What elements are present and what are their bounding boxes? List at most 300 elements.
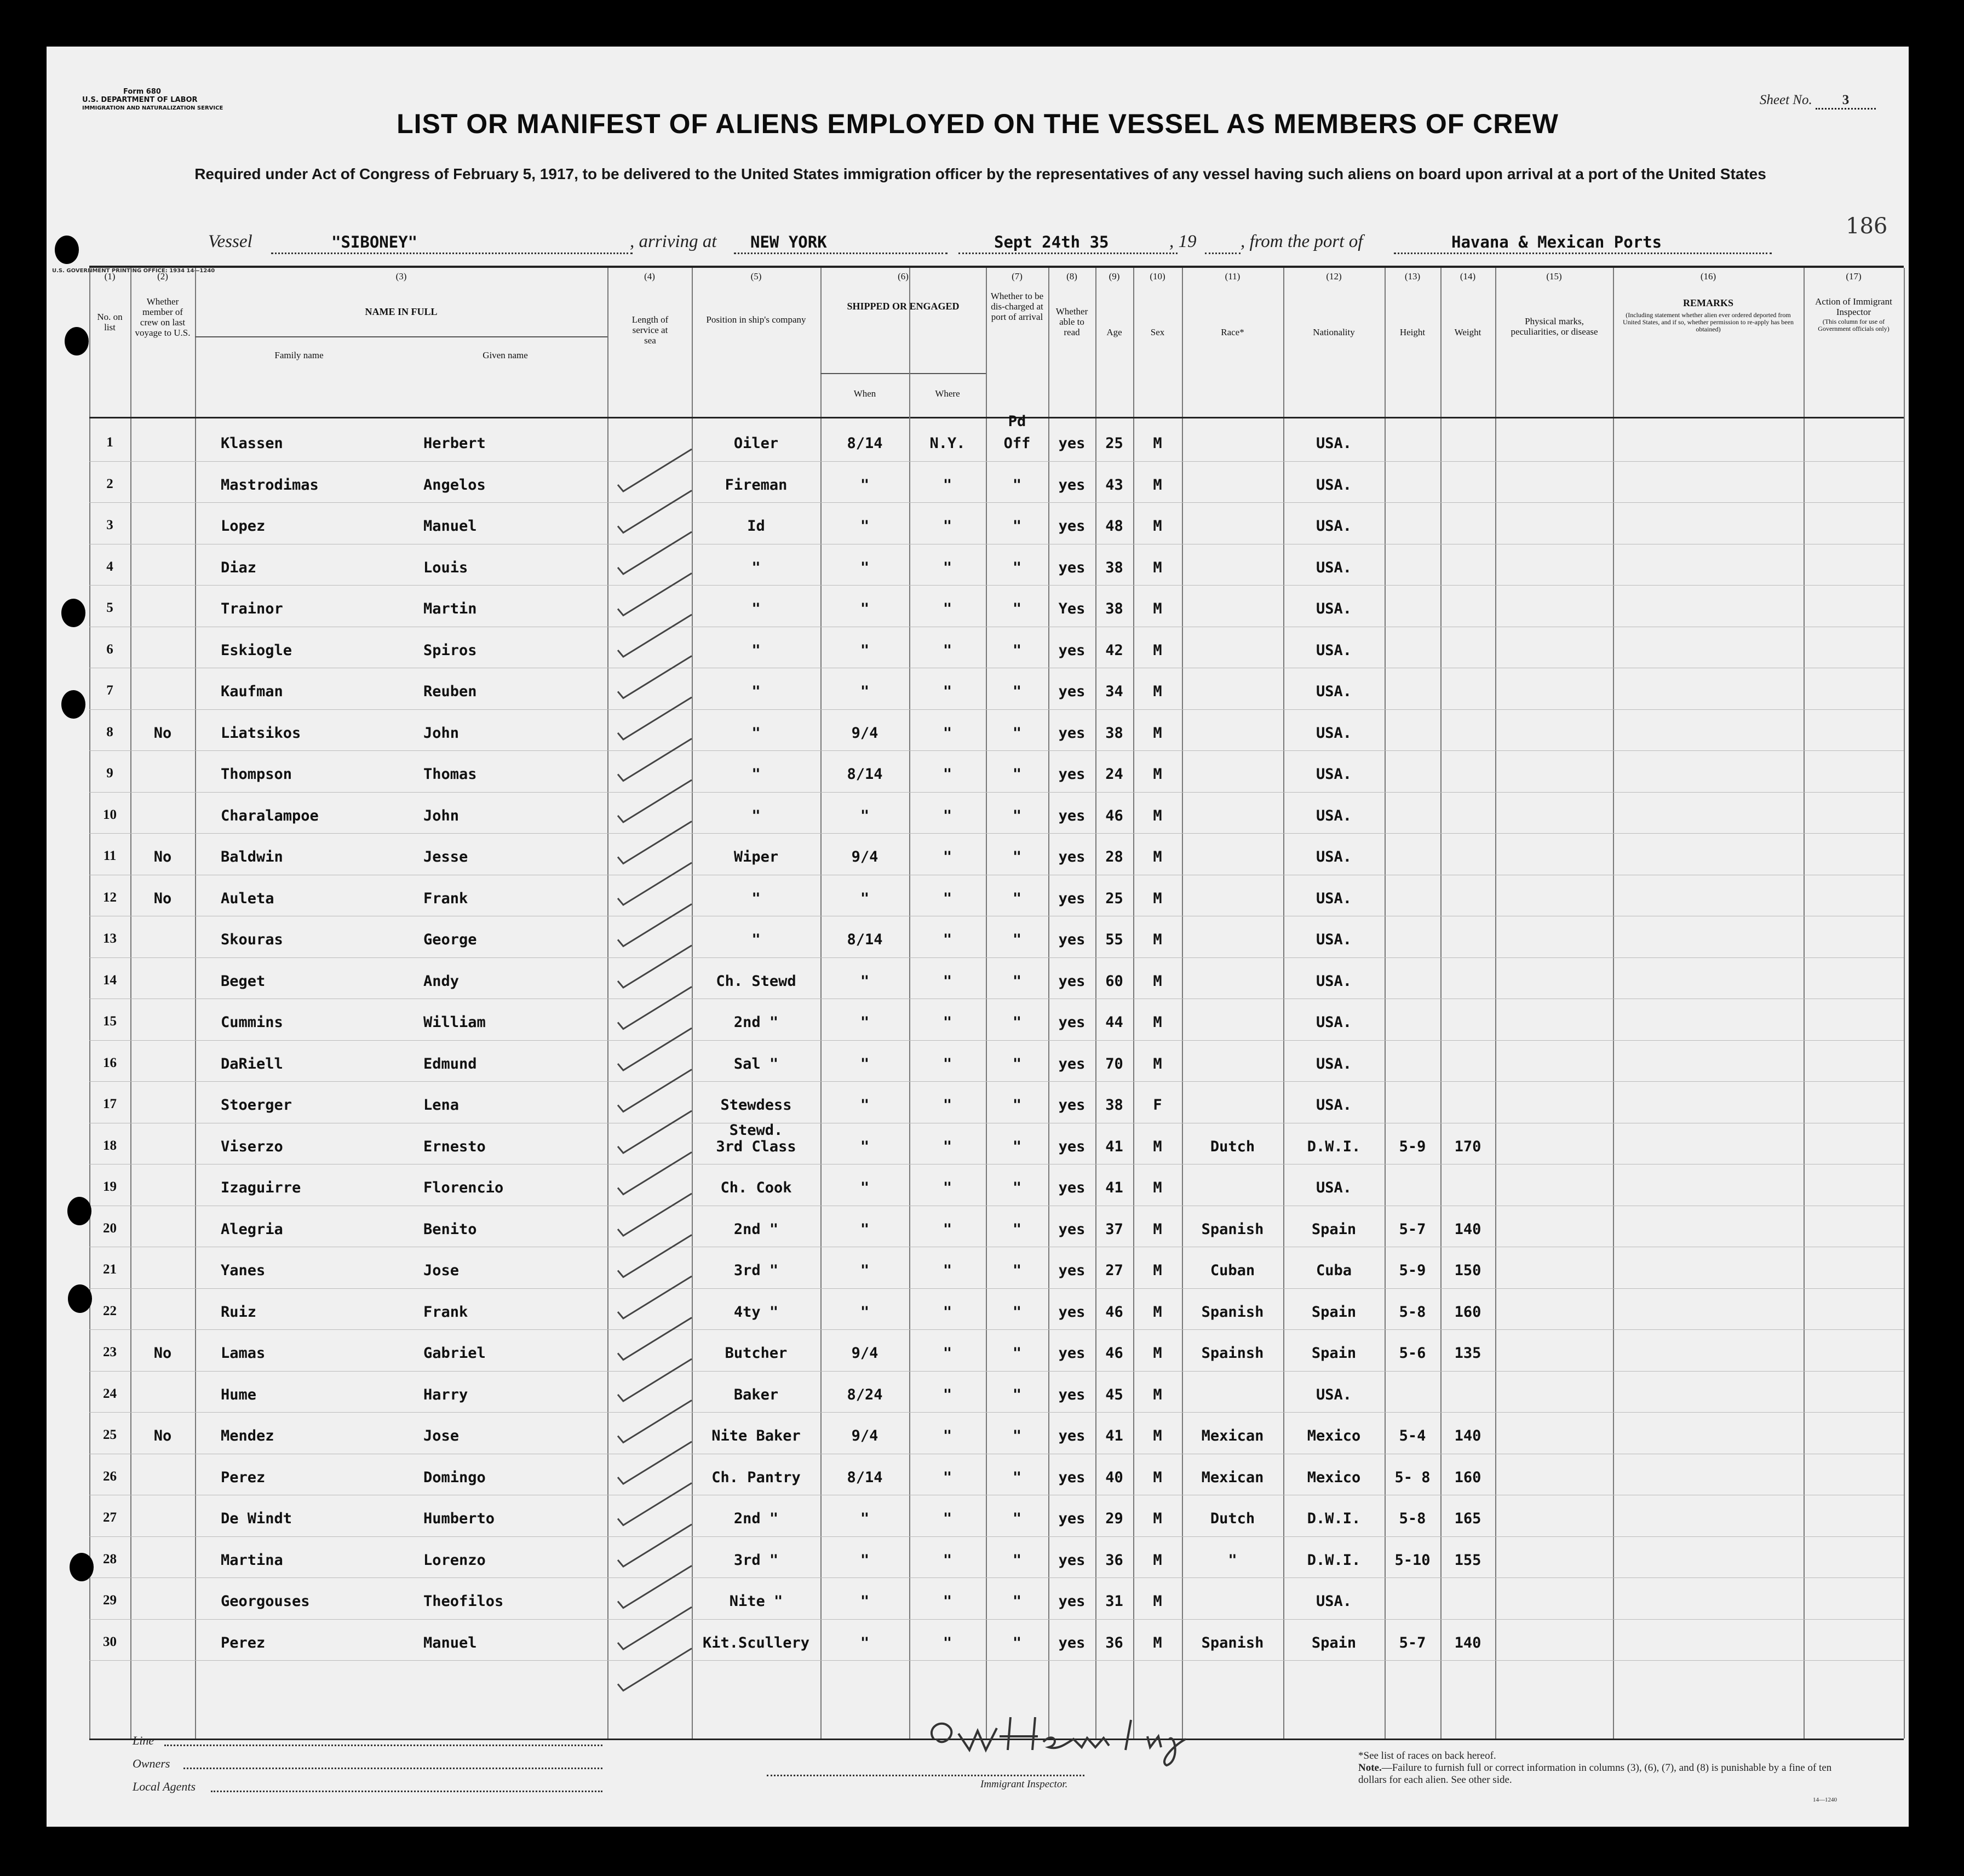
row-7-read: yes xyxy=(1058,683,1086,700)
row-20-when: " xyxy=(860,1220,870,1238)
row-22-race: Spanish xyxy=(1201,1303,1264,1321)
row-2-pos: Fireman xyxy=(725,476,788,494)
row-30-age: 36 xyxy=(1105,1634,1123,1651)
manifest-sheet xyxy=(47,47,1909,1827)
row-17-age: 38 xyxy=(1105,1097,1123,1114)
row-30-when: " xyxy=(860,1634,870,1651)
row-22-family: Ruiz xyxy=(221,1303,257,1321)
col15-number: (15) xyxy=(1546,271,1562,282)
row-20-age: 37 xyxy=(1105,1220,1123,1238)
row-15-when: " xyxy=(860,1014,870,1031)
row-2-sex: M xyxy=(1153,476,1162,494)
row-17-given: Lena xyxy=(423,1097,460,1114)
row-2-no: 2 xyxy=(106,476,113,491)
row-12-disch: " xyxy=(1012,890,1022,907)
row-29-family: Georgouses xyxy=(221,1593,310,1610)
row-22-when: " xyxy=(860,1303,870,1321)
row-23-ht: 5-6 xyxy=(1399,1345,1426,1362)
row-7-given: Reuben xyxy=(423,683,477,700)
row-16-age: 70 xyxy=(1105,1055,1123,1072)
row-21-wt: 150 xyxy=(1454,1262,1481,1279)
row-19-where: " xyxy=(943,1179,952,1196)
arrival-port: NEW YORK xyxy=(750,233,827,251)
row-19-sex: M xyxy=(1153,1179,1162,1196)
row-18-pos-top: Stewd. xyxy=(729,1121,783,1139)
row-17-read: yes xyxy=(1058,1097,1086,1114)
row-11-when: 9/4 xyxy=(851,848,878,865)
row-24-when: 8/24 xyxy=(847,1386,883,1403)
row-18-family: Viserzo xyxy=(221,1138,283,1155)
row-9-family: Thompson xyxy=(221,766,292,783)
row-1-sex: M xyxy=(1153,435,1162,452)
col11-number: (11) xyxy=(1225,271,1241,282)
row-11-no: 11 xyxy=(103,848,117,863)
row-29-no: 29 xyxy=(103,1593,117,1608)
row-4-when: " xyxy=(860,559,870,576)
row-8-when: 9/4 xyxy=(851,724,878,742)
row-26-disch: " xyxy=(1012,1468,1022,1486)
row-30-given: Manuel xyxy=(423,1634,477,1651)
row-7-pos: " xyxy=(751,683,761,700)
row-29-sex: M xyxy=(1153,1593,1162,1610)
row-13-pos: " xyxy=(751,931,761,948)
row-14-nat: USA. xyxy=(1316,972,1352,990)
row-22-no: 22 xyxy=(103,1303,117,1318)
row-25-wt: 140 xyxy=(1454,1427,1481,1444)
row-12-family: Auleta xyxy=(221,890,274,907)
from-port-label: , from the port of xyxy=(1241,232,1363,251)
row-8-no: 8 xyxy=(106,724,113,739)
row-4-nat: USA. xyxy=(1316,559,1352,576)
row-27-family: De Windt xyxy=(221,1510,292,1527)
row-13-family: Skouras xyxy=(221,931,283,948)
col15-header: Physical marks, peculiarities, or disease xyxy=(1511,316,1598,337)
row-13-no: 13 xyxy=(103,931,117,946)
row-14-disch: " xyxy=(1012,972,1022,990)
row-3-nat: USA. xyxy=(1316,518,1352,535)
row-18-ht: 5-9 xyxy=(1399,1138,1426,1155)
row-16-nat: USA. xyxy=(1316,1055,1352,1072)
col5-header: Position in ship's company xyxy=(706,314,806,325)
row-30-no: 30 xyxy=(103,1634,117,1649)
row-19-when: " xyxy=(860,1179,870,1196)
row-27-where: " xyxy=(943,1510,952,1527)
binder-hole xyxy=(68,1284,92,1313)
row-11-prev: No xyxy=(153,848,172,865)
row-28-family: Martina xyxy=(221,1551,283,1569)
row-25-when: 9/4 xyxy=(851,1427,878,1444)
row-18-age: 41 xyxy=(1105,1138,1123,1155)
row-26-no: 26 xyxy=(103,1468,117,1484)
row-3-where: " xyxy=(943,518,952,535)
row-26-nat: Mexico xyxy=(1307,1468,1361,1486)
row-27-when: " xyxy=(860,1510,870,1527)
row-12-prev: No xyxy=(153,890,172,907)
row-22-nat: Spain xyxy=(1311,1303,1357,1321)
service-name: IMMIGRATION AND NATURALIZATION SERVICE xyxy=(82,105,223,111)
row-15-disch: " xyxy=(1012,1014,1022,1031)
row-20-read: yes xyxy=(1058,1220,1086,1238)
row-6-family: Eskiogle xyxy=(221,641,292,659)
row-29-where: " xyxy=(943,1593,952,1610)
row-4-read: yes xyxy=(1058,559,1086,576)
row-29-disch: " xyxy=(1012,1593,1022,1610)
col10-number: (10) xyxy=(1150,271,1165,282)
row-2-disch: " xyxy=(1012,476,1022,494)
row-25-age: 41 xyxy=(1105,1427,1123,1444)
binder-hole xyxy=(61,599,85,627)
row-3-disch: " xyxy=(1012,518,1022,535)
col1-header: No. on list xyxy=(97,312,123,332)
row-11-family: Baldwin xyxy=(221,848,283,865)
row-16-where: " xyxy=(943,1055,952,1072)
row-11-given: Jesse xyxy=(423,848,468,865)
row-6-no: 6 xyxy=(106,641,113,657)
row-22-given: Frank xyxy=(423,1303,468,1321)
row-21-family: Yanes xyxy=(221,1262,266,1279)
col5-number: (5) xyxy=(750,271,762,282)
row-8-nat: USA. xyxy=(1316,724,1352,742)
row-25-race: Mexican xyxy=(1201,1427,1264,1444)
row-2-where: " xyxy=(943,476,952,494)
row-21-ht: 5-9 xyxy=(1399,1262,1426,1279)
row-23-pos: Butcher xyxy=(725,1345,788,1362)
row-22-where: " xyxy=(943,1303,952,1321)
row-5-no: 5 xyxy=(106,600,113,615)
row-7-no: 7 xyxy=(106,683,113,698)
row-17-pos: Stewdess xyxy=(720,1097,792,1114)
form-number: Form 680 xyxy=(123,88,161,96)
col10-header: Sex xyxy=(1150,327,1165,337)
row-5-age: 38 xyxy=(1105,600,1123,617)
row-8-age: 38 xyxy=(1105,724,1123,742)
row-6-disch: " xyxy=(1012,641,1022,659)
row-16-pos: Sal " xyxy=(733,1055,779,1072)
page-subtitle: Required under Act of Congress of February 5, 1917, to be delivered to the United States immigration officer by the representatives of any vessel having such aliens on board upon arrival at a port of the United States xyxy=(194,165,1766,182)
row-6-given: Spiros xyxy=(423,641,477,659)
row-18-pos: 3rd Class xyxy=(716,1138,796,1155)
row-2-given: Angelos xyxy=(423,476,486,494)
row-1-disch: Off xyxy=(1003,435,1031,452)
row-7-family: Kaufman xyxy=(221,683,283,700)
row-6-age: 42 xyxy=(1105,641,1123,659)
row-27-given: Humberto xyxy=(423,1510,495,1527)
row-27-nat: D.W.I. xyxy=(1307,1510,1361,1527)
row-1-read: yes xyxy=(1058,435,1086,452)
row-8-pos: " xyxy=(751,724,761,742)
row-26-when: 8/14 xyxy=(847,1468,883,1486)
row-25-no: 25 xyxy=(103,1427,117,1442)
row-26-read: yes xyxy=(1058,1468,1086,1486)
row-11-nat: USA. xyxy=(1316,848,1352,865)
row-22-disch: " xyxy=(1012,1303,1022,1321)
binder-hole xyxy=(55,236,79,264)
row-14-read: yes xyxy=(1058,972,1086,990)
row-21-sex: M xyxy=(1153,1262,1162,1279)
row-7-age: 34 xyxy=(1105,683,1123,700)
col16-subheader: (Including statement whether alien ever ordered deported from United States, and if so, whether permission to re-apply has been obtained) xyxy=(1623,311,1794,333)
row-21-disch: " xyxy=(1012,1262,1022,1279)
row-16-family: DaRiell xyxy=(221,1055,283,1072)
row-4-disch: " xyxy=(1012,559,1022,576)
row-14-where: " xyxy=(943,972,952,990)
row-28-given: Lorenzo xyxy=(423,1551,486,1569)
row-27-age: 29 xyxy=(1105,1510,1123,1527)
row-25-prev: No xyxy=(153,1427,172,1444)
row-12-sex: M xyxy=(1153,890,1162,907)
row-8-given: John xyxy=(423,724,460,742)
row-25-family: Mendez xyxy=(221,1427,274,1444)
row-13-sex: M xyxy=(1153,931,1162,948)
row-20-wt: 140 xyxy=(1454,1220,1481,1238)
row-16-sex: M xyxy=(1153,1055,1162,1072)
row-18-nat: D.W.I. xyxy=(1307,1138,1361,1155)
row-14-given: Andy xyxy=(423,972,460,990)
row-8-family: Liatsikos xyxy=(221,724,301,742)
row-9-nat: USA. xyxy=(1316,766,1352,783)
row-3-given: Manuel xyxy=(423,518,477,535)
row-21-age: 27 xyxy=(1105,1262,1123,1279)
row-12-where: " xyxy=(943,890,952,907)
row-25-where: " xyxy=(943,1427,952,1444)
row-24-disch: " xyxy=(1012,1386,1022,1403)
row-1-given: Herbert xyxy=(423,435,486,452)
row-15-given: William xyxy=(423,1014,486,1031)
row-27-wt: 165 xyxy=(1454,1510,1481,1527)
vessel-name: "SIBONEY" xyxy=(331,233,418,251)
row-18-where: " xyxy=(943,1138,952,1155)
row-24-where: " xyxy=(943,1386,952,1403)
row-26-race: Mexican xyxy=(1201,1468,1264,1486)
row-28-pos: 3rd " xyxy=(733,1551,779,1569)
col17-subheader: (This column for use of Government officials only) xyxy=(1818,318,1890,332)
row-20-sex: M xyxy=(1153,1220,1162,1238)
row-29-read: yes xyxy=(1058,1593,1086,1610)
col14-header: Weight xyxy=(1454,327,1481,337)
row-9-read: yes xyxy=(1058,766,1086,783)
row-28-when: " xyxy=(860,1551,870,1569)
row-16-when: " xyxy=(860,1055,870,1072)
row-23-no: 23 xyxy=(103,1345,117,1359)
row-13-nat: USA. xyxy=(1316,931,1352,948)
row-12-given: Frank xyxy=(423,890,468,907)
row-5-disch: " xyxy=(1012,600,1022,617)
row-26-given: Domingo xyxy=(423,1468,486,1486)
line-label: Line xyxy=(133,1734,154,1747)
row-4-sex: M xyxy=(1153,559,1162,576)
row-24-read: yes xyxy=(1058,1386,1086,1403)
row-18-no: 18 xyxy=(103,1138,117,1153)
row-21-nat: Cuba xyxy=(1316,1262,1352,1279)
row-19-pos: Ch. Cook xyxy=(720,1179,792,1196)
row-21-pos: 3rd " xyxy=(733,1262,779,1279)
row-12-no: 12 xyxy=(103,890,117,905)
col7-header: Whether to be dis-charged at port of arrival xyxy=(990,291,1044,322)
col9-header: Age xyxy=(1106,327,1122,337)
row-10-nat: USA. xyxy=(1316,807,1352,824)
row-15-no: 15 xyxy=(103,1014,117,1029)
row-18-read: yes xyxy=(1058,1138,1086,1155)
where-header: Where xyxy=(935,388,960,399)
row-15-age: 44 xyxy=(1105,1014,1123,1031)
row-7-nat: USA. xyxy=(1316,683,1352,700)
row-30-ht: 5-7 xyxy=(1399,1634,1426,1651)
row-23-wt: 135 xyxy=(1454,1345,1481,1362)
row-20-family: Alegria xyxy=(221,1220,283,1238)
row-6-sex: M xyxy=(1153,641,1162,659)
col16-header: REMARKS xyxy=(1682,297,1733,308)
row-18-wt: 170 xyxy=(1454,1138,1481,1155)
row-25-read: yes xyxy=(1058,1427,1086,1444)
row-2-family: Mastrodimas xyxy=(221,476,319,494)
row-23-when: 9/4 xyxy=(851,1345,878,1362)
row-27-race: Dutch xyxy=(1210,1510,1255,1527)
row-30-disch: " xyxy=(1012,1634,1022,1651)
races-note: *See list of races on back hereof. xyxy=(1358,1750,1496,1762)
row-13-where: " xyxy=(943,931,952,948)
row-26-sex: M xyxy=(1153,1468,1162,1486)
row-8-sex: M xyxy=(1153,724,1162,742)
col14-number: (14) xyxy=(1460,271,1476,282)
col2-header: Whether member of crew on last voyage to U.S. xyxy=(135,296,191,338)
row-28-sex: M xyxy=(1153,1551,1162,1569)
row-5-where: " xyxy=(943,600,952,617)
row-9-disch: " xyxy=(1012,766,1022,783)
row-1-family: Klassen xyxy=(221,435,283,452)
row-20-given: Benito xyxy=(423,1220,477,1238)
row-13-when: 8/14 xyxy=(847,931,883,948)
row-28-race: " xyxy=(1228,1551,1237,1569)
row-19-given: Florencio xyxy=(423,1179,504,1196)
row-10-where: " xyxy=(943,807,952,824)
row-10-read: yes xyxy=(1058,807,1086,824)
row-1-no: 1 xyxy=(106,435,113,450)
binder-hole xyxy=(67,1197,91,1225)
row-8-read: yes xyxy=(1058,724,1086,742)
row-5-read: Yes xyxy=(1058,600,1086,617)
row-28-where: " xyxy=(943,1551,952,1569)
row-12-age: 25 xyxy=(1105,890,1123,907)
row-20-no: 20 xyxy=(103,1220,117,1236)
row-15-where: " xyxy=(943,1014,952,1031)
row-23-where: " xyxy=(943,1345,952,1362)
row-24-nat: USA. xyxy=(1316,1386,1352,1403)
penalty-note: Note.—Failure to furnish full or correct information in columns (3), (6), (7), and (8) is punishable by a fine of ten dollars for each alien. See other side. xyxy=(1358,1762,1832,1786)
row-7-sex: M xyxy=(1153,683,1162,700)
row-20-race: Spanish xyxy=(1201,1220,1264,1238)
row-30-where: " xyxy=(943,1634,952,1651)
col17-number: (17) xyxy=(1846,271,1862,282)
inspector-signature xyxy=(917,1706,1301,1766)
row-4-no: 4 xyxy=(106,559,113,574)
row-12-read: yes xyxy=(1058,890,1086,907)
row-28-ht: 5-10 xyxy=(1394,1551,1431,1569)
row-19-family: Izaguirre xyxy=(221,1179,301,1196)
row-2-read: yes xyxy=(1058,476,1086,494)
row-24-age: 45 xyxy=(1105,1386,1123,1403)
form-code: 14—1240 xyxy=(1813,1797,1837,1803)
row-10-age: 46 xyxy=(1105,807,1123,824)
row-1-when: 8/14 xyxy=(847,435,883,452)
row-1-pos: Oiler xyxy=(733,435,779,452)
page-stamp-number: 186 xyxy=(1846,214,1888,239)
row-13-read: yes xyxy=(1058,931,1086,948)
row-28-no: 28 xyxy=(103,1551,117,1567)
row-27-ht: 5-8 xyxy=(1399,1510,1426,1527)
row-17-family: Stoerger xyxy=(221,1097,292,1114)
row-6-read: yes xyxy=(1058,641,1086,659)
row-4-pos: " xyxy=(751,559,761,576)
row-15-nat: USA. xyxy=(1316,1014,1352,1031)
row-4-where: " xyxy=(943,559,952,576)
row-25-nat: Mexico xyxy=(1307,1427,1361,1444)
row-3-when: " xyxy=(860,518,870,535)
row-6-when: " xyxy=(860,641,870,659)
row-11-age: 28 xyxy=(1105,848,1123,865)
row-9-pos: " xyxy=(751,766,761,783)
row-27-no: 27 xyxy=(103,1510,117,1525)
col13-header: Height xyxy=(1399,327,1426,337)
row-28-age: 36 xyxy=(1105,1551,1123,1569)
row-23-prev: No xyxy=(153,1345,172,1362)
row-15-read: yes xyxy=(1058,1014,1086,1031)
col1-number: (1) xyxy=(104,271,116,282)
row-9-where: " xyxy=(943,766,952,783)
col16-number: (16) xyxy=(1700,271,1716,282)
row-17-disch: " xyxy=(1012,1097,1022,1114)
row-13-given: George xyxy=(423,931,477,948)
col7-number: (7) xyxy=(1012,271,1023,282)
row-25-sex: M xyxy=(1153,1427,1162,1444)
row-23-age: 46 xyxy=(1105,1345,1123,1362)
row-30-family: Perez xyxy=(221,1634,266,1651)
row-11-sex: M xyxy=(1153,848,1162,865)
row-18-given: Ernesto xyxy=(423,1138,486,1155)
row-5-given: Martin xyxy=(423,600,477,617)
row-19-no: 19 xyxy=(103,1179,117,1194)
crew-manifest-table xyxy=(89,266,1904,1740)
row-26-where: " xyxy=(943,1468,952,1486)
row-21-given: Jose xyxy=(423,1262,460,1279)
row-1-age: 25 xyxy=(1105,435,1123,452)
col12-number: (12) xyxy=(1326,271,1342,282)
row-15-sex: M xyxy=(1153,1014,1162,1031)
col6-header: SHIPPED OR ENGAGED xyxy=(847,301,960,312)
row-22-age: 46 xyxy=(1105,1303,1123,1321)
row-22-read: yes xyxy=(1058,1303,1086,1321)
row-22-wt: 160 xyxy=(1454,1303,1481,1321)
row-1-disch-top: Pd xyxy=(1008,413,1026,430)
row-3-sex: M xyxy=(1153,518,1162,535)
row-16-disch: " xyxy=(1012,1055,1022,1072)
row-23-family: Lamas xyxy=(221,1345,266,1362)
row-5-sex: M xyxy=(1153,600,1162,617)
when-header: When xyxy=(853,388,876,399)
row-8-where: " xyxy=(943,724,952,742)
row-19-age: 41 xyxy=(1105,1179,1123,1196)
row-1-where: N.Y. xyxy=(929,435,966,452)
row-6-where: " xyxy=(943,641,952,659)
row-17-when: " xyxy=(860,1097,870,1114)
row-17-nat: USA. xyxy=(1316,1097,1352,1114)
col8-number: (8) xyxy=(1066,271,1077,282)
col6-number: (6) xyxy=(898,271,909,282)
row-11-read: yes xyxy=(1058,848,1086,865)
row-30-wt: 140 xyxy=(1454,1634,1481,1651)
row-20-pos: 2nd " xyxy=(733,1220,779,1238)
col17-header: Action of Immigrant Inspector xyxy=(1815,296,1892,317)
row-30-race: Spanish xyxy=(1201,1634,1264,1651)
